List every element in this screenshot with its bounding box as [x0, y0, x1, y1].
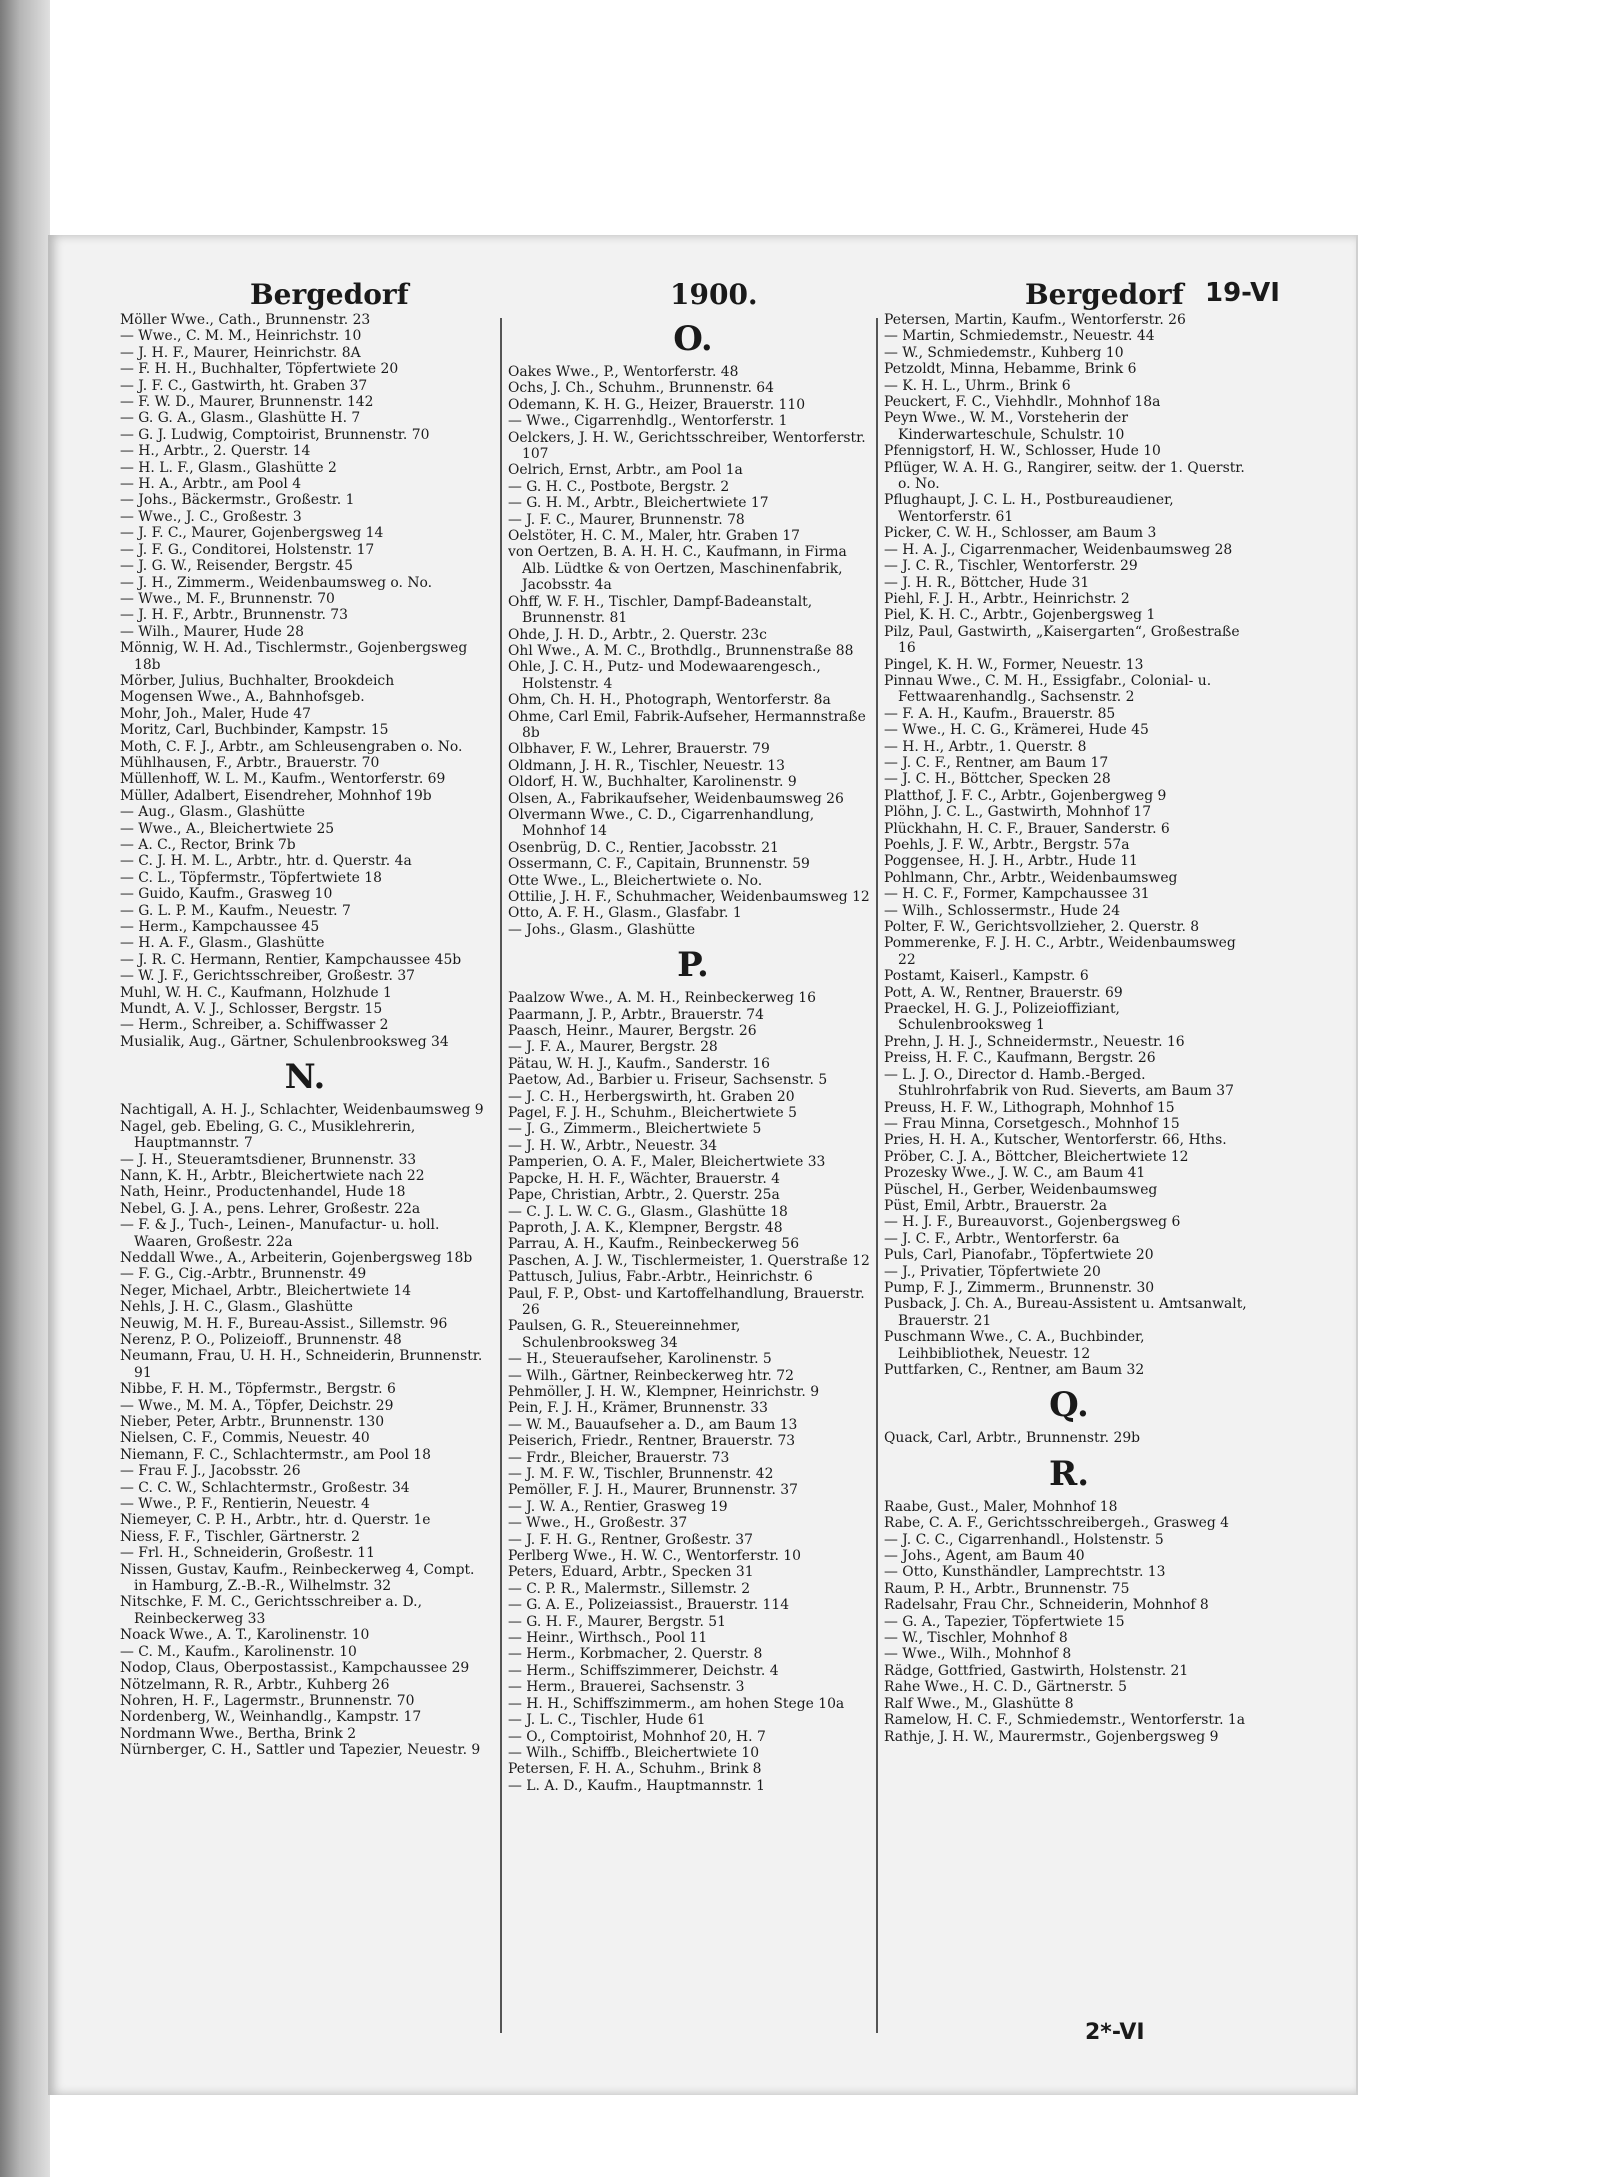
directory-entry: Mühlhausen, F., Arbtr., Brauerstr. 70 [120, 754, 380, 771]
directory-entry: — Martin, Schmiedemstr., Neuestr. 44 [884, 328, 1155, 345]
directory-entry: Pflüger, W. A. H. G., Rangirer, seitw. der 1. Querstr. o. No. [884, 459, 1245, 493]
directory-entry: — C. J. L. W. C. G., Glasm., Glashütte 18 [508, 1203, 788, 1220]
directory-entry: Olvermann Wwe., C. D., Cigarrenhandlung, Mohnhof 14 [508, 806, 815, 840]
directory-entry: — Wwe., P. F., Rentierin, Neuestr. 4 [120, 1496, 370, 1513]
directory-entry: — Wwe., A., Bleichertwiete 25 [120, 820, 335, 837]
directory-entry: Peyn Wwe., W. M., Vorsteherin der Kinderwarteschule, Schulstr. 10 [884, 410, 1128, 443]
directory-entry: — Herm., Brauerei, Sachsenstr. 3 [508, 1679, 745, 1696]
directory-entry: Ochs, J. Ch., Schuhm., Brunnenstr. 64 [508, 380, 774, 397]
directory-entry: Neuwig, M. H. F., Bureau-Assist., Sillemstr. 96 [120, 1315, 448, 1332]
directory-entry: — J. H. W., Arbtr., Neuestr. 34 [508, 1137, 718, 1154]
directory-entry: — Wilh., Maurer, Hude 28 [120, 623, 304, 640]
directory-entry: — Wwe., H. C. G., Krämerei, Hude 45 [884, 722, 1149, 739]
section-letter: N. [284, 1057, 326, 1098]
directory-entry: — G. H. M., Arbtr., Bleichertwiete 17 [508, 495, 769, 512]
directory-entry: Pingel, K. H. W., Former, Neuestr. 13 [884, 656, 1144, 673]
directory-entry: Poehls, J. F. W., Arbtr., Bergstr. 57a [884, 837, 1130, 853]
directory-entry: Osenbrüg, D. C., Rentier, Jacobsstr. 21 [508, 839, 779, 856]
directory-entry: Ohle, J. C. H., Putz- und Modewaarengesch., Holstenstr. 4 [508, 659, 821, 692]
directory-entry: — J. F. C., Maurer, Brunnenstr. 78 [508, 511, 745, 528]
directory-entry: — J. H. R., Böttcher, Hude 31 [884, 574, 1090, 591]
directory-entry: Postamt, Kaiserl., Kampstr. 6 [884, 968, 1089, 985]
directory-entry: Raum, P. H., Arbtr., Brunnenstr. 75 [884, 1580, 1130, 1597]
directory-entry: Oakes Wwe., P., Wentorferstr. 48 [508, 364, 739, 380]
header-year: 1900. [670, 278, 758, 311]
directory-entry: Nebel, G. J. A., pens. Lehrer, Großestr. 22a [120, 1200, 421, 1217]
directory-entry: Radelsahr, Frau Chr., Schneiderin, Mohnhof 8 [884, 1597, 1209, 1614]
directory-entry: — Guido, Kaufm., Grasweg 10 [120, 886, 333, 903]
directory-entry: — G. H. C., Postbote, Bergstr. 2 [508, 478, 730, 495]
directory-entry: Ohme, Carl Emil, Fabrik-Aufseher, Hermannstraße 8b [508, 708, 866, 741]
directory-entry: Pinnau Wwe., C. M. H., Essigfabr., Colonial- u. Fettwaarenhandlg., Sachsenstr. 2 [884, 672, 1212, 706]
directory-entry: — W. M., Bauaufseher a. D., am Baum 13 [508, 1416, 798, 1433]
directory-entry: — Frau Minna, Corsetgesch., Mohnhof 15 [884, 1115, 1180, 1132]
directory-entry: Möller Wwe., Cath., Brunnenstr. 23 [120, 312, 371, 328]
directory-entry: Niess, F. F., Tischler, Gärtnerstr. 2 [120, 1528, 360, 1545]
directory-entry: — G. A. E., Polizeiassist., Brauerstr. 114 [508, 1597, 790, 1614]
directory-entry: Nitschke, F. M. C., Gerichtsschreiber a. D., Reinbeckerweg 33 [120, 1594, 422, 1627]
directory-entry: Muhl, W. H. C., Kaufmann, Holzhude 1 [120, 984, 392, 1001]
directory-entry: Ossermann, C. F., Capitain, Brunnenstr. 59 [508, 856, 810, 873]
directory-entry: — J. C. H., Böttcher, Specken 28 [884, 771, 1111, 788]
directory-entry: — F. W. D., Maurer, Brunnenstr. 142 [120, 394, 374, 411]
directory-entry: Mörber, Julius, Buchhalter, Brookdeich [120, 672, 395, 689]
directory-entry: Oldmann, J. H. R., Tischler, Neuestr. 13 [508, 757, 785, 774]
directory-entry: Nissen, Gustav, Kaufm., Reinbeckerweg 4, Compt. in Hamburg, Z.-B.-R., Wilhelmstr. 32 [120, 1561, 475, 1595]
directory-entry: Nachtigall, A. H. J., Schlachter, Weidenbaumsweg 9 [120, 1102, 484, 1119]
directory-entry: Peiserich, Friedr., Rentner, Brauerstr. 73 [508, 1433, 796, 1450]
directory-entry: Nagel, geb. Ebeling, G. C., Musiklehrerin, Hauptmannstr. 7 [120, 1118, 416, 1152]
directory-entry: Pamperien, O. A. F., Maler, Bleichertwiete 33 [508, 1154, 826, 1171]
directory-entry: — Otto, Kunsthändler, Lamprechtstr. 13 [884, 1564, 1166, 1581]
directory-entry: Niemeyer, C. P. H., Arbtr., htr. d. Querstr. 1e [120, 1512, 431, 1529]
directory-entry: — C. P. R., Malermstr., Sillemstr. 2 [508, 1580, 751, 1597]
directory-entry: — J. C. R., Tischler, Wentorferstr. 29 [884, 558, 1138, 575]
directory-entry: — F. & J., Tuch-, Leinen-, Manufactur- u. holl. Waaren, Großestr. 22a [120, 1217, 440, 1250]
directory-entry: — H. A. F., Glasm., Glashütte [120, 935, 325, 952]
directory-entry: Prozesky Wwe., J. W. C., am Baum 41 [884, 1165, 1146, 1182]
directory-entry: Moritz, Carl, Buchbinder, Kampstr. 15 [120, 722, 389, 739]
directory-entry: — H. A. J., Cigarrenmacher, Weidenbaumsweg 28 [884, 541, 1233, 558]
directory-entry: — J. F. G., Conditorei, Holstenstr. 17 [120, 541, 375, 558]
directory-entry: Pein, F. J. H., Krämer, Brunnenstr. 33 [508, 1400, 768, 1417]
directory-entry: — Wilh., Schlossermstr., Hude 24 [884, 902, 1121, 919]
directory-entry: Paschen, A. J. W., Tischlermeister, 1. Querstraße 12 [508, 1252, 870, 1269]
directory-entry: — W., Schmiedemstr., Kuhberg 10 [884, 344, 1124, 361]
directory-entry: Neumann, Frau, U. H. H., Schneiderin, Brunnenstr. 91 [120, 1348, 483, 1381]
directory-entry: Pätau, W. H. J., Kaufm., Sanderstr. 16 [508, 1055, 770, 1072]
directory-entry: Neddall Wwe., A., Arbeiterin, Gojenbergsweg 18b [120, 1249, 473, 1266]
directory-entry: Plückhahn, H. C. F., Brauer, Sanderstr. 6 [884, 820, 1170, 837]
directory-entry: Musialik, Aug., Gärtner, Schulenbrooksweg 34 [120, 1033, 449, 1050]
directory-entry: — C. C. W., Schlachtermstr., Großestr. 34 [120, 1479, 410, 1496]
directory-entry: Otte Wwe., L., Bleichertwiete o. No. [508, 872, 763, 889]
directory-entry: Olsen, A., Fabrikaufseher, Weidenbaumsweg 26 [508, 790, 844, 807]
directory-entry: Papcke, H. H. F., Wächter, Brauerstr. 4 [508, 1170, 781, 1187]
directory-entry: — J. H., Zimmerm., Weidenbaumsweg o. No. [120, 574, 433, 591]
directory-entry: Piehl, F. J. H., Arbtr., Heinrichstr. 2 [884, 590, 1130, 607]
directory-entry: Nieber, Peter, Arbtr., Brunnenstr. 130 [120, 1414, 385, 1430]
directory-entry: Nordenberg, W., Weinhandlg., Kampstr. 17 [120, 1709, 422, 1726]
directory-entry: Rathje, J. H. W., Maurermstr., Gojenbergsweg 9 [884, 1728, 1219, 1745]
directory-entry: Nohren, H. F., Lagermstr., Brunnenstr. 70 [120, 1692, 415, 1709]
directory-entry: — C. M., Kaufm., Karolinenstr. 10 [120, 1643, 357, 1660]
directory-entry: Neger, Michael, Arbtr., Bleichertwiete 14 [120, 1282, 412, 1299]
directory-entry: — F. H. H., Buchhalter, Töpfertwiete 20 [120, 361, 399, 378]
book-spine [0, 0, 50, 2177]
directory-entry: Petersen, F. H. A., Schuhm., Brink 8 [508, 1761, 762, 1778]
directory-entry: — Wwe., M. M. A., Töpfer, Deichstr. 29 [120, 1397, 394, 1414]
directory-entry: Ralf Wwe., M., Glashütte 8 [884, 1695, 1074, 1712]
directory-entry: — H. J. F., Bureauvorst., Gojenbergsweg 6 [884, 1214, 1181, 1231]
directory-entry: — W., Tischler, Mohnhof 8 [884, 1630, 1068, 1647]
page-number: 19-VI [1205, 278, 1280, 308]
directory-entry: Rabe, C. A. F., Gerichtsschreibergeh., Grasweg 4 [884, 1515, 1229, 1532]
directory-entry: Püschel, H., Gerber, Weidenbaumsweg [884, 1181, 1158, 1198]
directory-entry: Moth, C. F. J., Arbtr., am Schleusengraben o. No. [120, 738, 463, 755]
directory-entry: — Wwe., Cigarrenhdlg., Wentorferstr. 1 [508, 413, 788, 430]
directory-entry: Paasch, Heinr., Maurer, Bergstr. 26 [508, 1023, 757, 1040]
directory-entry: Pattusch, Julius, Fabr.-Arbtr., Heinrichstr. 6 [508, 1269, 813, 1286]
directory-entry: Praeckel, H. G. J., Polizeioffizіant, Schulenbrooksweg 1 [884, 1001, 1120, 1034]
directory-entry: — Frau F. J., Jacobsstr. 26 [120, 1463, 301, 1480]
directory-entry: — J. H. F., Arbtr., Brunnenstr. 73 [120, 607, 348, 624]
section-letter: Q. [1049, 1385, 1089, 1426]
signature-mark: 2*-VI [1085, 2020, 1145, 2045]
directory-entry: Puttfarken, C., Rentner, am Baum 32 [884, 1362, 1145, 1378]
directory-entry: Mogensen Wwe., A., Bahnhofsgeb. [120, 689, 365, 706]
directory-entry: — H. H., Arbtr., 1. Querstr. 8 [884, 738, 1087, 755]
directory-entry: Ohff, W. F. H., Tischler, Dampf-Badeanstalt, Brunnenstr. 81 [508, 593, 813, 627]
directory-entry: Mohr, Joh., Maler, Hude 47 [120, 705, 311, 722]
directory-entry: Puls, Carl, Pianofabr., Töpfertwiete 20 [884, 1247, 1154, 1264]
directory-entry: — Wwe., M. F., Brunnenstr. 70 [120, 590, 335, 607]
directory-entry: Nodop, Claus, Oberpostassist., Kampchaussee 29 [120, 1660, 470, 1677]
directory-entry: — J. G. W., Reisender, Bergstr. 45 [120, 558, 353, 575]
directory-entry: — H., Arbtr., 2. Querstr. 14 [120, 443, 311, 460]
directory-entry: — A. C., Rector, Brink 7b [120, 837, 296, 853]
directory-entry: — Herm., Kampchaussee 45 [120, 919, 320, 936]
directory-entry: Paetow, Ad., Barbier u. Friseur, Sachsenstr. 5 [508, 1072, 828, 1089]
directory-entry: — C. J. H. M. L., Arbtr., htr. d. Querstr. 4a [120, 853, 412, 870]
directory-entry: — F. G., Cig.-Arbtr., Brunnenstr. 49 [120, 1266, 367, 1283]
directory-entry: — Johs., Glasm., Glashütte [508, 921, 696, 938]
directory-entry: Pott, A. W., Rentner, Brauerstr. 69 [884, 984, 1123, 1001]
directory-entry: — L. J. O., Director d. Hamb.-Berged. Stuhlrohrfabrik von Rud. Sieverts, am Baum 37 [884, 1066, 1234, 1100]
directory-entry: Oelckers, J. H. W., Gerichtsschreiber, Wentorferstr. 107 [508, 429, 866, 463]
directory-entry: — J. F. C., Gastwirth, ht. Graben 37 [120, 377, 368, 394]
directory-entry: Rädge, Gottfried, Gastwirth, Holstenstr. 21 [884, 1662, 1189, 1679]
directory-entry: Pohlmann, Chr., Arbtr., Weidenbaumsweg [884, 869, 1178, 886]
directory-entry: Puschmann Wwe., C. A., Buchbinder, Leihbibliothek, Neuestr. 12 [884, 1329, 1145, 1362]
directory-entry: — F. A. H., Kaufm., Brauerstr. 85 [884, 705, 1116, 722]
directory-entry: — H. H., Schiffszimmerm., am hohen Stege 10a [508, 1695, 845, 1712]
directory-entry: Pilz, Paul, Gastwirth, „Kaisergarten“, Großestraße 16 [884, 623, 1240, 657]
directory-entry: Nürnberger, C. H., Sattler und Tapezier, Neuestr. 9 [120, 1742, 481, 1759]
directory-entry: — Wilh., Gärtner, Reinbeckerweg htr. 72 [508, 1367, 794, 1384]
directory-entry: Pemöller, F. J. H., Maurer, Brunnenstr. 37 [508, 1482, 798, 1499]
directory-entry: Rahe Wwe., H. C. D., Gärtnerstr. 5 [884, 1679, 1127, 1696]
directory-entry: — W. J. F., Gerichtsschreiber, Großestr. 37 [120, 968, 416, 985]
section-letter: R. [1048, 1453, 1090, 1494]
directory-entry: Müllenhoff, W. L. M., Kaufm., Wentorferstr. 69 [120, 771, 446, 788]
directory-entry: — J. F. A., Maurer, Bergstr. 28 [508, 1039, 718, 1056]
directory-entry: Ohl Wwe., A. M. C., Brothdlg., Brunnenstraße 88 [508, 642, 854, 659]
directory-entry: Raabe, Gust., Maler, Mohnhof 18 [884, 1498, 1118, 1515]
directory-entry: — Wwe., Wilh., Mohnhof 8 [884, 1646, 1072, 1663]
directory-entry: Pape, Christian, Arbtr., 2. Querstr. 25a [508, 1187, 780, 1204]
directory-entry: Pflughaupt, J. C. L. H., Postbureaudiener, Wentorferstr. 61 [884, 492, 1174, 525]
directory-entry: Püst, Emil, Arbtr., Brauerstr. 2a [884, 1197, 1108, 1214]
directory-entry: — H. C. F., Former, Kampchaussee 31 [884, 886, 1150, 903]
directory-entry: — Herm., Schiffszimmerer, Deichstr. 4 [508, 1662, 779, 1679]
directory-entry: Oelrich, Ernst, Arbtr., am Pool 1a [508, 462, 743, 479]
directory-entry: Preiss, H. F. C., Kaufmann, Bergstr. 26 [884, 1050, 1156, 1067]
directory-entry: — J. L. C., Tischler, Hude 61 [508, 1712, 706, 1729]
section-letter: O. [673, 319, 713, 359]
directory-entry: Piel, K. H. C., Arbtr., Gojenbergsweg 1 [884, 607, 1156, 624]
directory-entry: Nibbe, F. H. M., Töpfermstr., Bergstr. 6 [120, 1381, 396, 1398]
directory-entry: Oldorf, H. W., Buchhalter, Karolinenstr. 9 [508, 774, 797, 791]
directory-entry: Paalzow Wwe., A. M. H., Reinbeckerweg 16 [508, 990, 816, 1007]
directory-entry: — Johs., Bäckermstr., Großestr. 1 [120, 492, 355, 509]
directory-entry: Nehls, J. H. C., Glasm., Glashütte [120, 1299, 353, 1316]
directory-entry: Peters, Eduard, Arbtr., Specken 31 [508, 1564, 754, 1581]
directory-entry: — J. H., Steueramtsdiener, Brunnenstr. 33 [120, 1151, 417, 1168]
directory-entry: — J. W. A., Rentier, Grasweg 19 [508, 1498, 728, 1515]
directory-entry: Nath, Heinr., Productenhandel, Hude 18 [120, 1184, 406, 1201]
directory-entry: — Herm., Schreiber, a. Schiffwasser 2 [120, 1017, 389, 1034]
directory-entry: Nielsen, C. F., Commis, Neuestr. 40 [120, 1430, 370, 1447]
directory-entry: Nordmann Wwe., Bertha, Brink 2 [120, 1725, 357, 1742]
directory-entry: Otto, A. F. H., Glasm., Glasfabr. 1 [508, 905, 742, 922]
directory-entry: — G. J. Ludwig, Comptoirist, Brunnenstr. 70 [120, 426, 430, 443]
directory-entry: — Wilh., Schiffb., Bleichertwiete 10 [508, 1744, 760, 1761]
directory-entry: Odemann, K. H. G., Heizer, Brauerstr. 110 [508, 396, 806, 413]
directory-entry: — Heinr., Wirthsch., Pool 11 [508, 1630, 708, 1647]
directory-entry: — J. M. F. W., Tischler, Brunnenstr. 42 [508, 1466, 774, 1482]
directory-entry: — H. L. F., Glasm., Glashütte 2 [120, 459, 337, 476]
directory-entry: — J. C. C., Cigarrenhandl., Holstenstr. 5 [884, 1531, 1164, 1548]
directory-entry: Nerenz, P. O., Polizeioff., Brunnenstr. 48 [120, 1331, 402, 1348]
directory-entry: Mundt, A. V. J., Schlosser, Bergstr. 15 [120, 1001, 383, 1018]
directory-entry: — Wwe., C. M. M., Heinrichstr. 10 [120, 328, 362, 345]
directory-entry: Pagel, F. J. H., Schuhm., Bleichertwiete 5 [508, 1105, 798, 1122]
directory-entry: Nötzelmann, R. R., Arbtr., Kuhberg 26 [120, 1676, 390, 1693]
directory-entry: Prehn, J. H. J., Schneidermstr., Neuestr. 16 [884, 1033, 1185, 1050]
directory-entry: Preuss, H. F. W., Lithograph, Mohnhof 15 [884, 1099, 1175, 1116]
directory-entry: Plöhn, J. C. L., Gastwirth, Mohnhof 17 [884, 804, 1152, 821]
directory-entry: Paul, F. P., Obst- und Kartoffelhandlung, Brauerstr. 26 [508, 1285, 865, 1318]
directory-entry: Pröber, C. J. A., Böttcher, Bleichertwiete 12 [884, 1148, 1189, 1165]
directory-entry: — Johs., Agent, am Baum 40 [884, 1548, 1085, 1565]
directory-entry: — K. H. L., Uhrm., Brink 6 [884, 377, 1071, 394]
directory-entry: Noack Wwe., A. T., Karolinenstr. 10 [120, 1627, 370, 1644]
directory-entry: — J., Privatier, Töpfertwiete 20 [884, 1263, 1101, 1280]
directory-entry: von Oertzen, B. A. H. H. C., Kaufmann, in Firma Alb. Lüdtke & von Oertzen, Maschinenfabrik, Jacobsstr. 4a [508, 544, 847, 594]
column-divider [500, 318, 502, 2033]
directory-entry: Ottilie, J. H. F., Schuhmacher, Weidenbaumsweg 12 [508, 889, 870, 905]
directory-entry: — J. G., Zimmerm., Bleichertwiete 5 [508, 1121, 762, 1138]
directory-entry: Paproth, J. A. K., Klempner, Bergstr. 48 [508, 1219, 783, 1236]
directory-entry: Pommerenke, F. J. H. C., Arbtr., Weidenbaumsweg 22 [884, 935, 1236, 968]
directory-entry: — Wwe., J. C., Großestr. 3 [120, 508, 302, 525]
directory-entry: Peuckert, F. C., Viehhdlr., Mohnhof 18a [884, 394, 1161, 411]
directory-entry: — Aug., Glasm., Glashütte [120, 804, 306, 821]
directory-entry: Platthof, J. F. C., Arbtr., Gojenbergweg 9 [884, 787, 1167, 804]
directory-entry: — Wwe., H., Großestr. 37 [508, 1515, 688, 1532]
directory-entry: — H. A., Arbtr., am Pool 4 [120, 476, 302, 493]
directory-entry: Olbhaver, F. W., Lehrer, Brauerstr. 79 [508, 741, 770, 758]
directory-entry: — J. C. F., Rentner, am Baum 17 [884, 754, 1109, 771]
directory-entry: — G. A., Tapezier, Töpfertwiete 15 [884, 1613, 1125, 1630]
directory-entry: — J. C. H., Herbergswirth, ht. Graben 20 [508, 1088, 795, 1105]
directory-entry: Perlberg Wwe., H. W. C., Wentorferstr. 10 [508, 1548, 801, 1565]
column-2 [508, 312, 878, 1862]
directory-entry: — O., Comptoirist, Mohnhof 20, H. 7 [508, 1728, 766, 1745]
directory-entry: Quack, Carl, Arbtr., Brunnenstr. 29b [884, 1430, 1141, 1447]
directory-entry: — Frl. H., Schneiderin, Großestr. 11 [120, 1545, 375, 1562]
directory-entry: Ramelow, H. C. F., Schmiedemstr., Wentorferstr. 1a [884, 1712, 1246, 1729]
header-left: Bergedorf [250, 278, 409, 311]
directory-entry: Picker, C. W. H., Schlosser, am Baum 3 [884, 525, 1157, 542]
directory-entry: Polter, F. W., Gerichtsvollzieher, 2. Querstr. 8 [884, 919, 1200, 936]
directory-entry: — L. A. D., Kaufm., Hauptmannstr. 1 [508, 1777, 765, 1794]
directory-entry: — G. H. F., Maurer, Bergstr. 51 [508, 1613, 726, 1630]
directory-entry: — G. G. A., Glasm., Glashütte H. 7 [120, 410, 361, 427]
directory-entry: Pehmöller, J. H. W., Klempner, Heinrichstr. 9 [508, 1383, 820, 1400]
directory-entry: Paarmann, J. P., Arbtr., Brauerstr. 74 [508, 1006, 764, 1023]
directory-entry: Ohm, Ch. H. H., Photograph, Wentorferstr. 8a [508, 692, 831, 709]
directory-entry: Ohde, J. H. D., Arbtr., 2. Querstr. 23c [508, 626, 767, 643]
directory-entry: Pfennigstorf, H. W., Schlosser, Hude 10 [884, 443, 1161, 460]
directory-entry: — H., Steueraufseher, Karolinenstr. 5 [508, 1351, 772, 1368]
directory-entry: Petzoldt, Minna, Hebamme, Brink 6 [884, 361, 1137, 378]
header-right: Bergedorf [1025, 278, 1184, 311]
directory-entry: Niemann, F. C., Schlachtermstr., am Pool 18 [120, 1446, 431, 1463]
column-3 [884, 312, 1254, 1872]
directory-entry: — J. R. C. Hermann, Rentier, Kampchaussee 45b [120, 951, 462, 968]
directory-entry: — G. L. P. M., Kaufm., Neuestr. 7 [120, 902, 351, 919]
directory-entry: — J. C. F., Arbtr., Wentorferstr. 6a [884, 1230, 1120, 1247]
column-1 [120, 312, 490, 1842]
directory-entry: Pries, H. H. A., Kutscher, Wentorferstr. 66, Hths. [884, 1132, 1227, 1149]
directory-entry: — Herm., Korbmacher, 2. Querstr. 8 [508, 1646, 763, 1663]
directory-entry: — C. L., Töpfermstr., Töpfertwiete 18 [120, 869, 382, 886]
section-letter: P. [677, 945, 709, 986]
directory-entry: Petersen, Martin, Kaufm., Wentorferstr. 26 [884, 312, 1186, 328]
directory-entry: — J. F. C., Maurer, Gojenbergsweg 14 [120, 525, 384, 542]
directory-entry: — J. H. F., Maurer, Heinrichstr. 8A [120, 344, 361, 361]
directory-entry: Pusback, J. Ch. A., Bureau-Assistent u. Amtsanwalt, Brauerstr. 21 [884, 1296, 1247, 1329]
directory-entry: Nann, K. H., Arbtr., Bleichertwiete nach 22 [120, 1167, 425, 1184]
directory-entry: Mönnig, W. H. Ad., Tischlermstr., Gojenbergsweg 18b [120, 640, 468, 673]
directory-entry: — Frdr., Bleicher, Brauerstr. 73 [508, 1449, 730, 1466]
directory-entry: — J. F. H. G., Rentner, Großestr. 37 [508, 1531, 753, 1548]
directory-entry: Poggensee, H. J. H., Arbtr., Hude 11 [884, 853, 1138, 870]
directory-entry: Paulsen, G. R., Steuereinnehmer, Schulenbrooksweg 34 [508, 1318, 741, 1351]
directory-entry: Oelstöter, H. C. M., Maler, htr. Graben 17 [508, 528, 800, 545]
directory-entry: Müller, Adalbert, Eisendreher, Mohnhof 19b [120, 787, 432, 804]
directory-entry: Pump, F. J., Zimmerm., Brunnenstr. 30 [884, 1279, 1155, 1296]
directory-entry: Parrau, A. H., Kaufm., Reinbeckerweg 56 [508, 1236, 800, 1253]
